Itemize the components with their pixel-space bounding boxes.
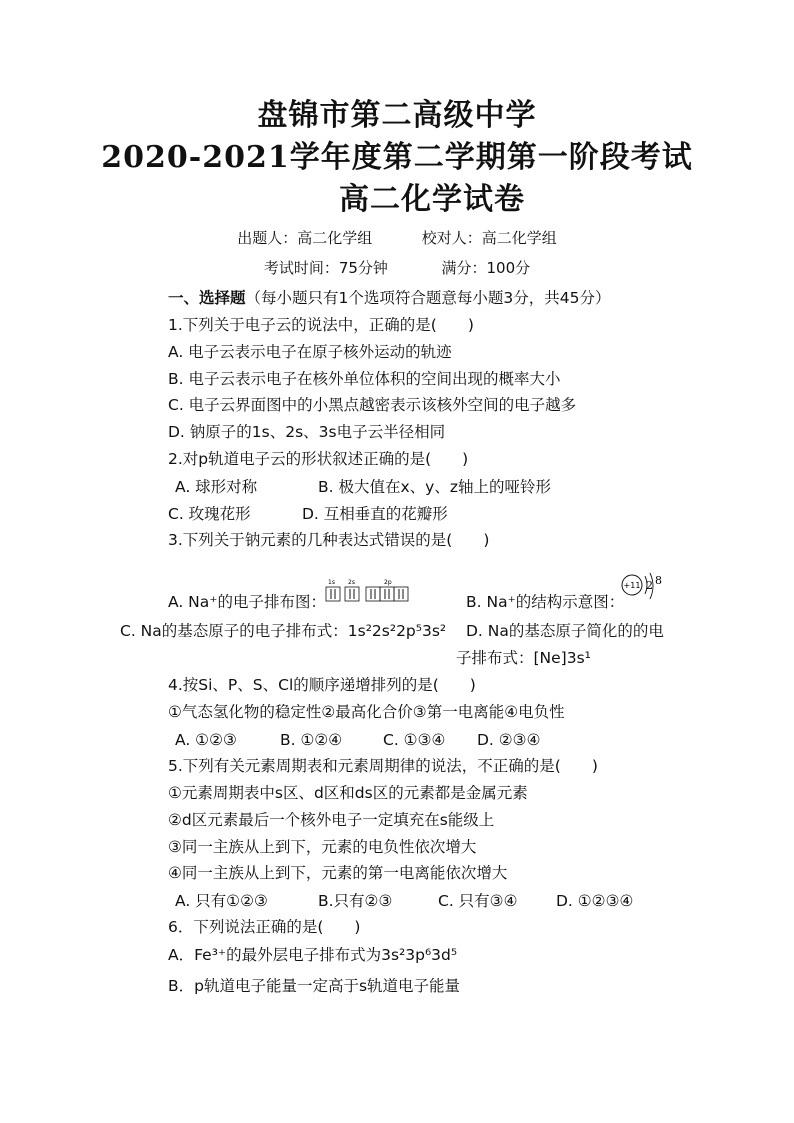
q3-stem: 3.下列关于钠元素的几种表达式错误的是( ) xyxy=(168,531,490,549)
school-name: 盘锦市第二高级中学 xyxy=(257,98,537,133)
full-score: 满分：100分 xyxy=(441,259,531,277)
q4-option-c: C. ①③④ xyxy=(383,731,446,749)
q3-option-d-line2: 子排布式：[Ne]3s¹ xyxy=(456,649,591,667)
q4-option-d: D. ②③④ xyxy=(477,731,541,749)
orbital-diagram xyxy=(324,576,418,604)
q5-item-1: ①元素周期表中s区、d区和ds区的元素都是金属元素 xyxy=(168,784,528,802)
author-line xyxy=(0,228,794,248)
section-heading xyxy=(168,287,610,309)
subject-title: 高二化学试卷 xyxy=(339,182,525,217)
q5-option-d: D. ①②③④ xyxy=(556,892,634,910)
exam-title: 2020-2021学年度第二学期第一阶段考试 xyxy=(101,140,693,175)
q3-option-c: C. Na的基态原子的电子排布式：1s²2s²2p⁵3s² xyxy=(120,622,447,640)
q1-option-d: D. 钠原子的1s、2s、3s电子云半径相同 xyxy=(168,423,446,441)
q3-option-a: A. Na⁺的电子排布图： xyxy=(168,593,326,611)
q1-option-a: A. 电子云表示电子在原子核外运动的轨迹 xyxy=(168,343,452,361)
q1-option-c: C. 电子云界面图中的小黑点越密表示该核外空间的电子越多 xyxy=(168,396,577,414)
q2-option-c: C. 玫瑰花形 xyxy=(168,505,251,523)
q4-stem: 4.按Si、P、S、Cl的顺序递增排列的是( ) xyxy=(168,676,476,694)
q6-stem: 6．下列说法正确的是( ) xyxy=(168,918,361,936)
electron-arrows xyxy=(331,589,403,599)
q5-stem: 5.下列有关元素周期表和元素周期律的说法，不正确的是( ) xyxy=(168,757,598,775)
q4-option-a: A. ①②③ xyxy=(175,731,237,749)
q3-option-b: B. Na⁺的结构示意图： xyxy=(466,593,625,611)
orbital-box-2p-3 xyxy=(394,587,408,601)
proofreader: 校对人：高二化学组 xyxy=(421,229,557,247)
q4-items: ①气态氢化物的稳定性②最高化合价③第一电离能④电负性 xyxy=(168,703,565,721)
shell-1-electrons: 2 xyxy=(646,579,653,592)
section-title: 一、选择题 xyxy=(168,289,246,307)
q5-item-4: ④同一主族从上到下，元素的第一电离能依次增大 xyxy=(168,864,508,882)
q5-option-c: C. 只有③④ xyxy=(438,892,518,910)
q2-option-b: B. 极大值在x、y、z轴上的哑铃形 xyxy=(318,478,551,496)
author: 出题人：高二化学组 xyxy=(237,229,373,247)
orbital-label-1s: 1s xyxy=(328,579,335,586)
q5-option-b: B.只有②③ xyxy=(318,892,393,910)
q6-option-b: B．p轨道电子能量一定高于s轨道电子能量 xyxy=(168,977,461,995)
q5-item-2: ②d区元素最后一个核外电子一定填充在s能级上 xyxy=(168,811,495,829)
orbital-label-2p: 2p xyxy=(384,579,392,586)
shell-2-electrons: 8 xyxy=(655,574,662,587)
q1-stem: 1.下列关于电子云的说法中，正确的是( ) xyxy=(168,316,474,334)
q4-option-b: B. ①②④ xyxy=(280,731,343,749)
atom-structure-diagram xyxy=(618,570,670,610)
nucleus-charge: +11 xyxy=(623,581,641,590)
q1-option-b: B. 电子云表示电子在核外单位体积的空间出现的概率大小 xyxy=(168,370,561,388)
q2-option-d: D. 互相垂直的花瓣形 xyxy=(302,505,448,523)
exam-time: 考试时间：75分钟 xyxy=(263,259,388,277)
orbital-label-2s: 2s xyxy=(348,579,355,586)
orbital-box-2p-2 xyxy=(380,587,394,601)
q3-option-d-line1: D. Na的基态原子简化的的电 xyxy=(466,622,664,640)
orbital-box-2s xyxy=(345,587,359,601)
orbital-box-1s xyxy=(326,587,340,601)
q2-option-a: A. 球形对称 xyxy=(175,478,258,496)
time-score-line xyxy=(0,258,794,278)
q6-option-a: A．Fe³⁺的最外层电子排布式为3s²3p⁶3d⁵ xyxy=(168,946,458,964)
q5-item-3: ③同一主族从上到下，元素的电负性依次增大 xyxy=(168,838,477,856)
orbital-box-2p-1 xyxy=(366,587,380,601)
q5-option-a: A. 只有①②③ xyxy=(175,892,268,910)
section-note: （每小题只有1个选项符合题意每小题3分，共45分） xyxy=(245,289,611,307)
q2-stem: 2.对p轨道电子云的形状叙述正确的是( ) xyxy=(168,450,469,468)
